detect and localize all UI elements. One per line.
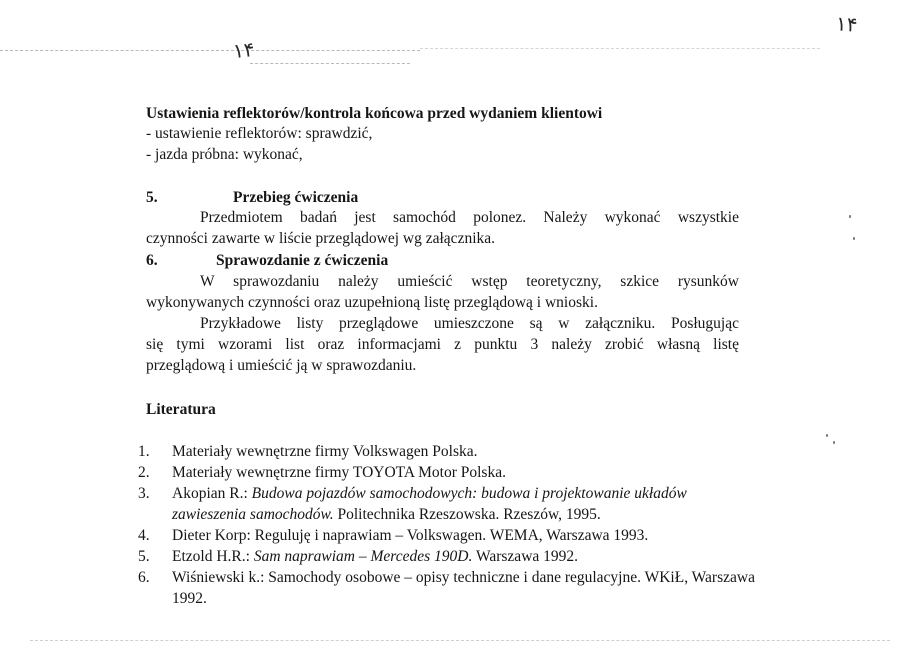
scan-artifact-line xyxy=(0,50,420,51)
reference-list xyxy=(138,441,758,609)
paragraph-line: Przykładowe listy przeglądowe umieszczone są w załączniku. Posługując xyxy=(200,315,739,332)
section-number: 5. xyxy=(146,189,158,206)
reference-publisher: Warszawa 1992. xyxy=(472,548,579,565)
reference-title: Sam naprawiam – Mercedes 190D. xyxy=(253,548,473,565)
paragraph-line: przeglądową i umieścić ją w sprawozdaniu. xyxy=(146,357,417,374)
list-item: - ustawienie reflektorów: sprawdzić, xyxy=(146,125,373,142)
literature-heading: Literatura xyxy=(146,401,216,418)
reference-item xyxy=(138,567,758,609)
scan-speck xyxy=(826,434,828,437)
section-heading: Sprawozdanie z ćwiczenia xyxy=(216,252,389,269)
paragraph-line: W sprawozdaniu należy umieścić wstęp teoretyczny, szkice rysunków xyxy=(200,273,739,290)
paragraph-line: Przedmiotem badań jest samochód polonez. Należy wykonać wszystkie xyxy=(200,209,739,226)
reference-text: Materiały wewnętrzne firmy TOYOTA Motor Polska. xyxy=(172,464,506,481)
reference-number: 4. xyxy=(138,527,150,544)
paragraph-line: czynności zawarte w liście przeglądowej wg załącznika. xyxy=(146,230,496,247)
paragraph-line: wykonywanych czynności oraz uzupełnioną listę przeglądową i wnioski. xyxy=(146,294,598,311)
reference-number: 5. xyxy=(138,548,150,565)
scan-artifact-line xyxy=(30,640,890,641)
reference-item xyxy=(138,525,758,546)
reference-item xyxy=(138,462,758,483)
reference-text: Materiały wewnętrzne firmy Volkswagen Polska. xyxy=(172,443,478,460)
reference-item xyxy=(138,546,758,567)
reference-number: 1. xyxy=(138,443,150,460)
scan-speck xyxy=(849,215,851,218)
scan-artifact-line xyxy=(420,48,820,49)
section-number: 6. xyxy=(146,252,158,269)
section-heading: Przebieg ćwiczenia xyxy=(233,189,359,206)
reference-item xyxy=(138,483,758,525)
reference-number: 6. xyxy=(138,569,150,586)
scan-speck xyxy=(833,441,835,444)
reference-item xyxy=(138,441,758,462)
reference-number: 2. xyxy=(138,464,150,481)
scan-artifact-line xyxy=(250,63,410,64)
reference-number: 3. xyxy=(138,485,150,502)
reference-title: Budowa pojazdów samochodowych: budowa i projektowanie układów zawieszenia samochodów. xyxy=(172,485,687,523)
reference-publisher: Politechnika Rzeszowska. Rzeszów, 1995. xyxy=(333,506,601,523)
reference-author: Etzold H.R.: xyxy=(172,548,254,565)
scan-speck xyxy=(853,237,855,240)
reference-text: Wiśniewski k.: Samochody osobowe – opisy techniczne i dane regulacyjne. WKiŁ, Warszawa 1992. xyxy=(172,569,755,607)
paragraph-line: się tymi wzorami list oraz informacjami z punktu 3 należy zrobić własną listę xyxy=(146,336,739,353)
handwritten-page-mark: ۱۴ xyxy=(231,36,256,64)
reference-author: Akopian R.: xyxy=(172,485,252,502)
reference-text: Dieter Korp: Reguluję i naprawiam – Volkswagen. WEMA, Warszawa 1993. xyxy=(172,527,649,544)
handwritten-page-mark: ۱۴ xyxy=(835,11,859,37)
list-item: - jazda próbna: wykonać, xyxy=(146,146,303,163)
section-title: Ustawienia reflektorów/kontrola końcowa przed wydaniem klientowi xyxy=(146,105,603,122)
